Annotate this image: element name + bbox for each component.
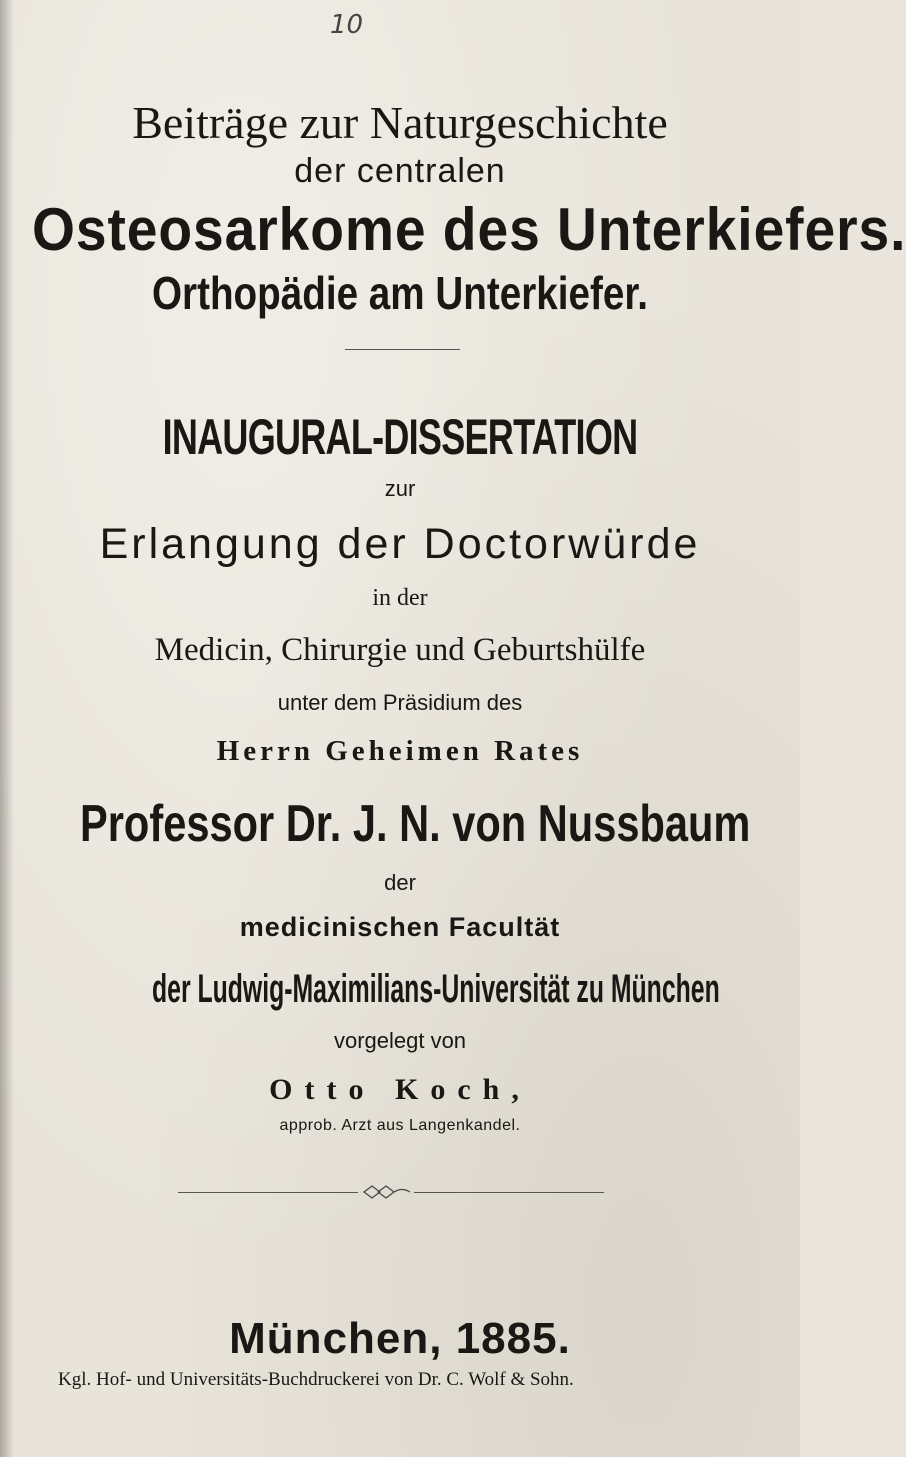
author-info: approb. Arzt aus Langenkandel. <box>279 1117 521 1134</box>
faculty-subjects: Medicin, Chirurgie und Geburtshülfe <box>154 632 646 668</box>
printer-line: Kgl. Hof- und Universitäts-Buchdruckerei von Dr. C. Wolf & Sohn. <box>58 1369 574 1390</box>
divider-rule <box>345 349 460 350</box>
ornament-rule-left <box>178 1192 358 1193</box>
der-text: der <box>384 870 416 895</box>
page-edge-shadow <box>0 0 14 1457</box>
submitted-by-line: vorgelegt von <box>333 1028 467 1053</box>
in-der-text: in der <box>372 585 428 611</box>
purpose-line: Erlangung der Doctorwürde <box>99 520 701 568</box>
title-line-3: Osteosarkome des Unterkiefers. <box>32 196 906 263</box>
author-name: Otto Koch, <box>269 1073 531 1106</box>
rank-line: Herrn Geheimen Rates <box>216 735 584 767</box>
faculty-line: medicinischen Facultät <box>239 912 561 942</box>
title-line-4: Orthopädie am Unterkiefer. <box>151 267 649 319</box>
presidium-line: unter dem Präsidium des <box>277 690 523 715</box>
handwritten-mark: 10 <box>330 10 364 40</box>
dissertation-heading: INAUGURAL-DISSERTATION <box>162 409 638 465</box>
ornament-rule-right <box>414 1192 604 1193</box>
zur-text: zur <box>384 476 416 501</box>
title-line-1: Beiträge zur Naturgeschichte <box>132 97 668 148</box>
professor-name: Professor Dr. J. N. von Nussbaum <box>80 795 751 853</box>
title-line-2: der centralen <box>294 152 506 190</box>
ornament-icon <box>362 1184 412 1200</box>
place-year: München, 1885. <box>229 1314 571 1363</box>
university-line: der Ludwig-Maximilians-Universität zu München <box>152 967 720 1011</box>
